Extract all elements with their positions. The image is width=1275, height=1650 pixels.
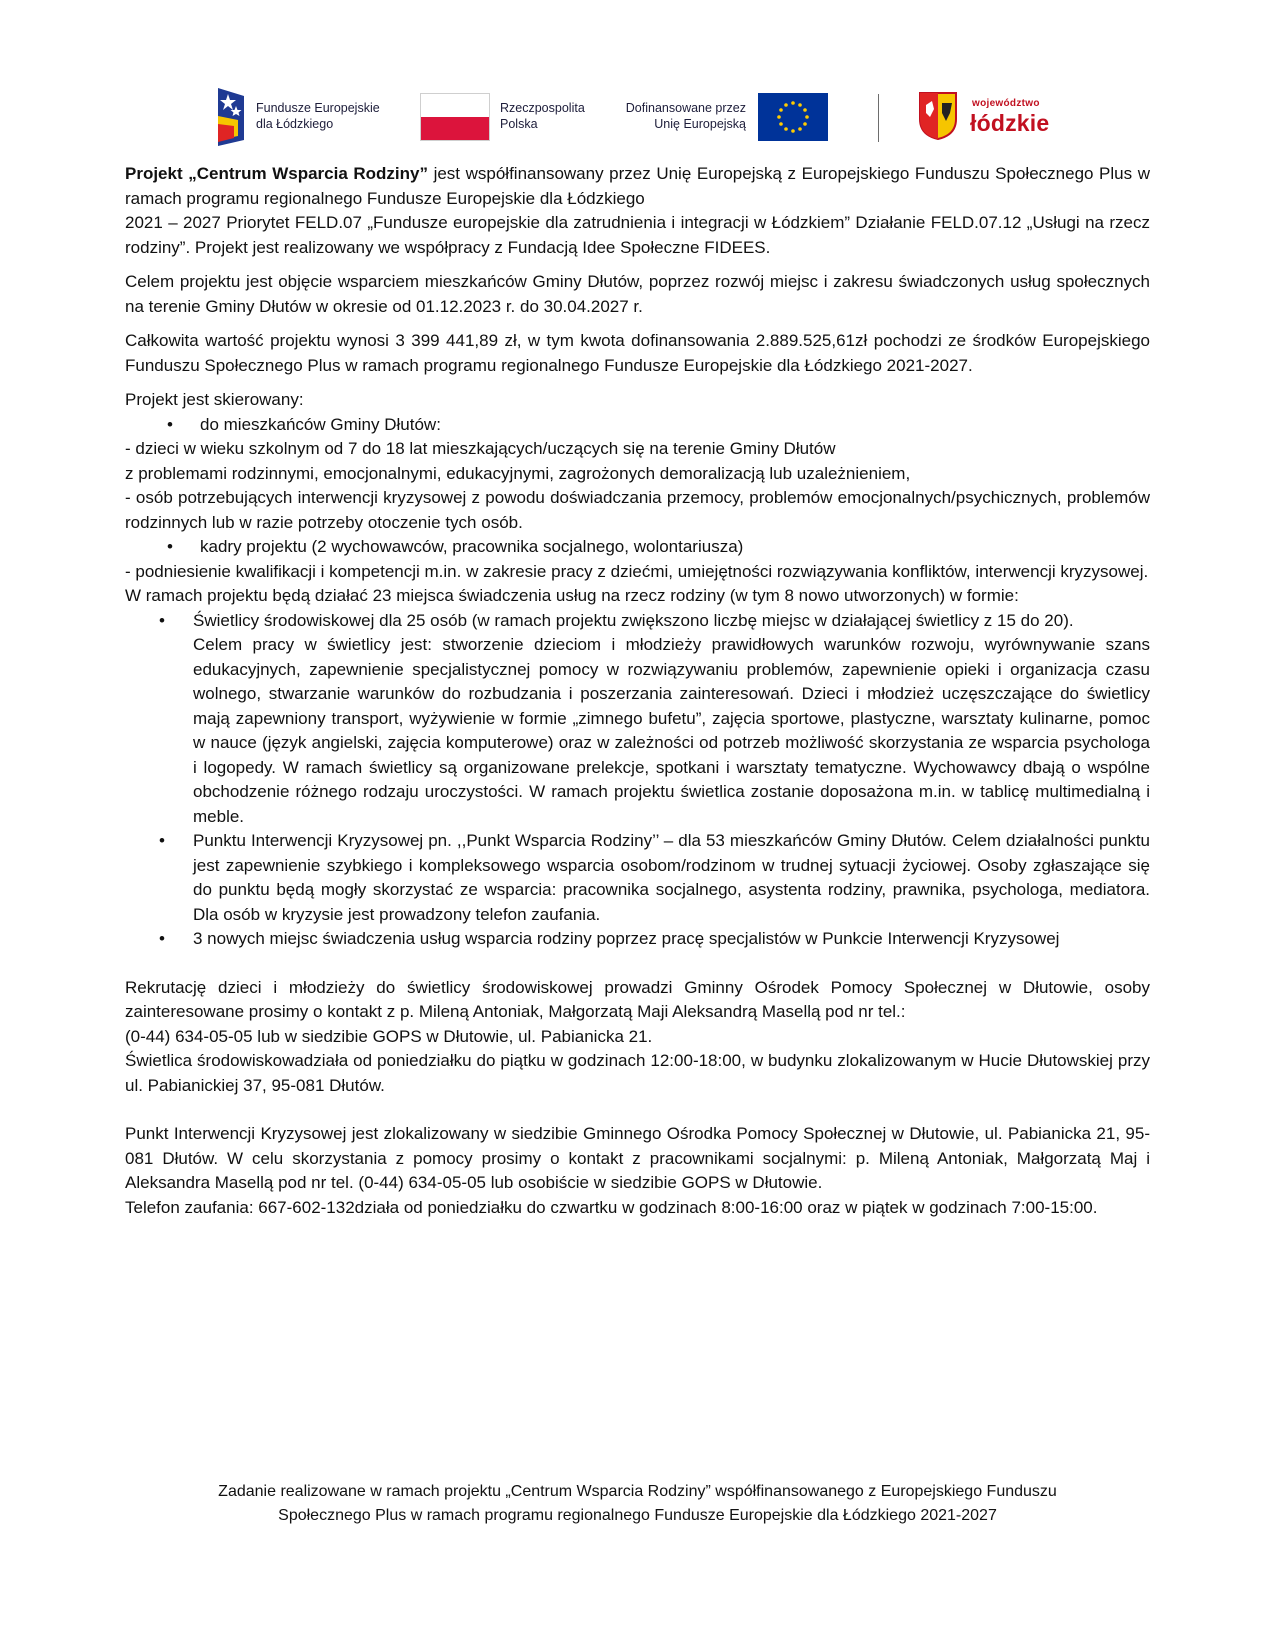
fundusze-europejskie-logo [214, 86, 394, 148]
eu-logo-line1: Dofinansowane przez [625, 101, 746, 115]
form-item-nowe-miejsca [125, 927, 1150, 952]
target-line-problems: z problemami rodzinnymi, emocjonalnymi, edukacyjnymi, zagrożonych demoralizacją lub uzależnieniem, [125, 463, 911, 483]
lodzkie-crest-icon [918, 91, 958, 141]
form-swietlica-description: Celem pracy w świetlicy jest: stworzenie dzieciom i młodzieży prawidłowych warunków rozwoju, wyrównywanie szans edukacyjnych, zapewnienie specjalistycznej pomocy w rozwiązywaniu problemów, zapewnienie opieki i organizacja czasu wolnego, stwarzanie warunków do rozbudzania i poszerzania zainteresowań. Dzieci i młodzież uczęszczające do świetlicy mają zapewniony transport, wyżywienie w formie „zimnego bufetu”, zajęcia sportowe, plastyczne, warsztaty kulinarne, pomoc w nauce (język angielski, zajęcia komputerowe) oraz w zależności od potrzeb możliwość skorzystania ze wsparcia psychologa i logopedy. W ramach świetlicy są organizowane prelekcje, spotkani i warsztaty tematyczne. Wychowawcy dbają o wspólne obchodzenie różnego rodzaju uroczystości. W ramach projektu świetlica zostanie doposażona m.in. w tablicę multimedialną i meble. [193, 635, 1150, 826]
rp-logo-line1: Rzeczpospolita [500, 101, 585, 115]
goal-paragraph: Celem projektu jest objęcie wsparciem mieszkańców Gminy Dłutów, poprzez rozwój miejsc i zakresu świadczonych usług społecznych na terenie Gminy Dłutów w okresie od 01.12.2023 r. do 30.04.2027 r. [125, 272, 1150, 316]
recruit-phone: (0-44) 634-05-05 lub w siedzibie GOPS w Dłutowie, ul. Pabianicka 21. [125, 1026, 653, 1046]
rp-logo-line2: Polska [500, 117, 538, 131]
footer-line2: Społecznego Plus w ramach programu regionalnego Fundusze Europejskie dla Łódzkiego 2021-2027 [278, 1507, 997, 1524]
rzeczpospolita-polska-logo [420, 86, 600, 148]
places-paragraph: W ramach projektu będą działać 23 miejsca świadczenia usług na rzecz rodziny (w tym 8 nowo utworzonych) w formie: [125, 586, 1019, 605]
eu-logo-line2: Unię Europejską [654, 117, 746, 131]
wojewodztwo-lodzkie-logo [918, 86, 1064, 148]
project-title: Projekt „Centrum Wsparcia Rodziny” [125, 164, 428, 183]
form-punkt-text: • Punktu Interwencji Kryzysowej pn. ,,Punkt Wsparcia Rodziny’’ – dla 53 mieszkańców Gminy Dłutów. Celem działalności punktu jest zapewnienie szybkiego i kompleksowego wsparcia osobom/rodzinom w trudnej sytuacji życiowej. Osoby zgłaszające się do punktu będą mogły skorzystać ze wsparcia: pracownika socjalnego, asystenta rodziny, prawnika, psychologa, mediatora. Dla osób w kryzysie jest prowadzony telefon zaufania. [193, 831, 1150, 924]
lodzkie-logo-small: województwo [972, 98, 1040, 109]
footer-line1: Zadanie realizowane w ramach projektu „Centrum Wsparcia Rodziny” współfinansowanego z Europejskiego Funduszu [218, 1483, 1057, 1500]
polish-flag-icon [420, 93, 490, 141]
target-bullet-residents: • do mieszkańców Gminy Dłutów: [125, 413, 1150, 438]
logo-bar [214, 86, 1064, 148]
form-nowe-miejsca-text: • 3 nowych miejsc świadczenia usług wsparcia rodziny poprzez pracę specjalistów w Punkcie Interwencji Kryzysowej [193, 929, 1060, 948]
target-bullet-staff: • kadry projektu (2 wychowawców, pracownika socjalnego, wolontariusza) [125, 535, 1150, 560]
target-line-qualifications: - podniesienie kwalifikacji i kompetencji m.in. w zakresie pracy z dziećmi, umiejętności rozwiązywania konfliktów, interwencji kryzysowej. [125, 561, 1149, 581]
fe-logo-icon [214, 86, 248, 148]
fe-logo-line1: Fundusze Europejskie [256, 101, 380, 115]
intro-paragraph [125, 162, 1150, 211]
value-paragraph: Całkowita wartość projektu wynosi 3 399 441,89 zł, w tym kwota dofinansowania 2.889.525,61zł pochodzi ze środków Europejskiego Funduszu Społecznego Plus w ramach programu regionalnego Fundusze Europejskie dla Łódzkiego 2021-2027. [125, 331, 1150, 375]
form-swietlica-title: • Świetlicy środowiskowej dla 25 osób (w ramach projektu zwiększono liczbę miejsc w działającej świetlicy z 15 do 20). [193, 610, 1074, 630]
fe-logo-line2: dla Łódzkiego [256, 117, 334, 131]
logo-divider [878, 94, 879, 142]
lodzkie-logo-big: łódzkie [970, 110, 1050, 136]
recruit-hours: Świetlica środowiskowadziała od poniedziałku do piątku w godzinach 12:00-18:00, w budynku zlokalizowanym w Hucie Dłutowskiej przy ul. Pabianickiej 37, 95-081 Dłutów. [125, 1051, 1150, 1095]
intro-text: jest współfinansowany przez Unię Europejską z Europejskiego Funduszu Społecznego Plus w ramach programu regionalnego Fundusze Europejskie dla Łódzkiego [125, 164, 1150, 208]
target-line-crisis: - osób potrzebujących interwencji kryzysowej z powodu doświadczania przemocy, problemów emocjonalnych/psychicznych, problemów rodzinnych lub w razie potrzeby otoczenie tych osób. [125, 488, 1150, 532]
target-line-children: - dzieci w wieku szkolnym od 7 do 18 lat mieszkających/uczących się na terenie Gminy Dłutów [125, 439, 836, 458]
form-item-swietlica [125, 609, 1150, 830]
form-item-punkt-interwencji [125, 829, 1150, 927]
page-footer [160, 1480, 1115, 1528]
forms-list [125, 609, 1150, 952]
intro-paragraph-2: 2021 – 2027 Priorytet FELD.07 „Fundusze europejskie dla zatrudnienia i integracji w Łódzkiem” Działanie FELD.07.12 „Usługi na rzecz rodziny”. Projekt jest realizowany we współpracy z Fundacją Idee Społeczne FIDEES. [125, 213, 1150, 257]
eu-funding-logo [618, 86, 838, 148]
recruit-paragraph: Rekrutację dzieci i młodzieży do świetlicy środowiskowej prowadzi Gminny Ośrodek Pomocy Społecznej w Dłutowie, osoby zainteresowane prosimy o kontakt z p. Mileną Antoniak, Małgorzatą Maji Aleksandrą Masellą pod nr tel.: [125, 977, 1150, 1021]
crisis-hotline: Telefon zaufania: 667-602-132działa od poniedziałku do czwartku w godzinach 8:00-16:00 oraz w piątek w godzinach 7:00-15:00. [125, 1197, 1098, 1217]
document-body [125, 162, 1150, 1220]
eu-flag-icon [758, 93, 828, 141]
crisis-paragraph: Punkt Interwencji Kryzysowej jest zlokalizowany w siedzibie Gminnego Ośrodka Pomocy Społecznej w Dłutowie, ul. Pabianicka 21, 95-081 Dłutów. W celu skorzystania z pomocy prosimy o kontakt z pracownikami socjalnymi: p. Mileną Antoniak, Małgorzatą Maj i Aleksandra Masellą pod nr tel. (0-44) 634-05-05 lub osobiście w siedzibie GOPS w Dłutowie. [125, 1124, 1150, 1192]
target-heading: Projekt jest skierowany: [125, 390, 304, 409]
